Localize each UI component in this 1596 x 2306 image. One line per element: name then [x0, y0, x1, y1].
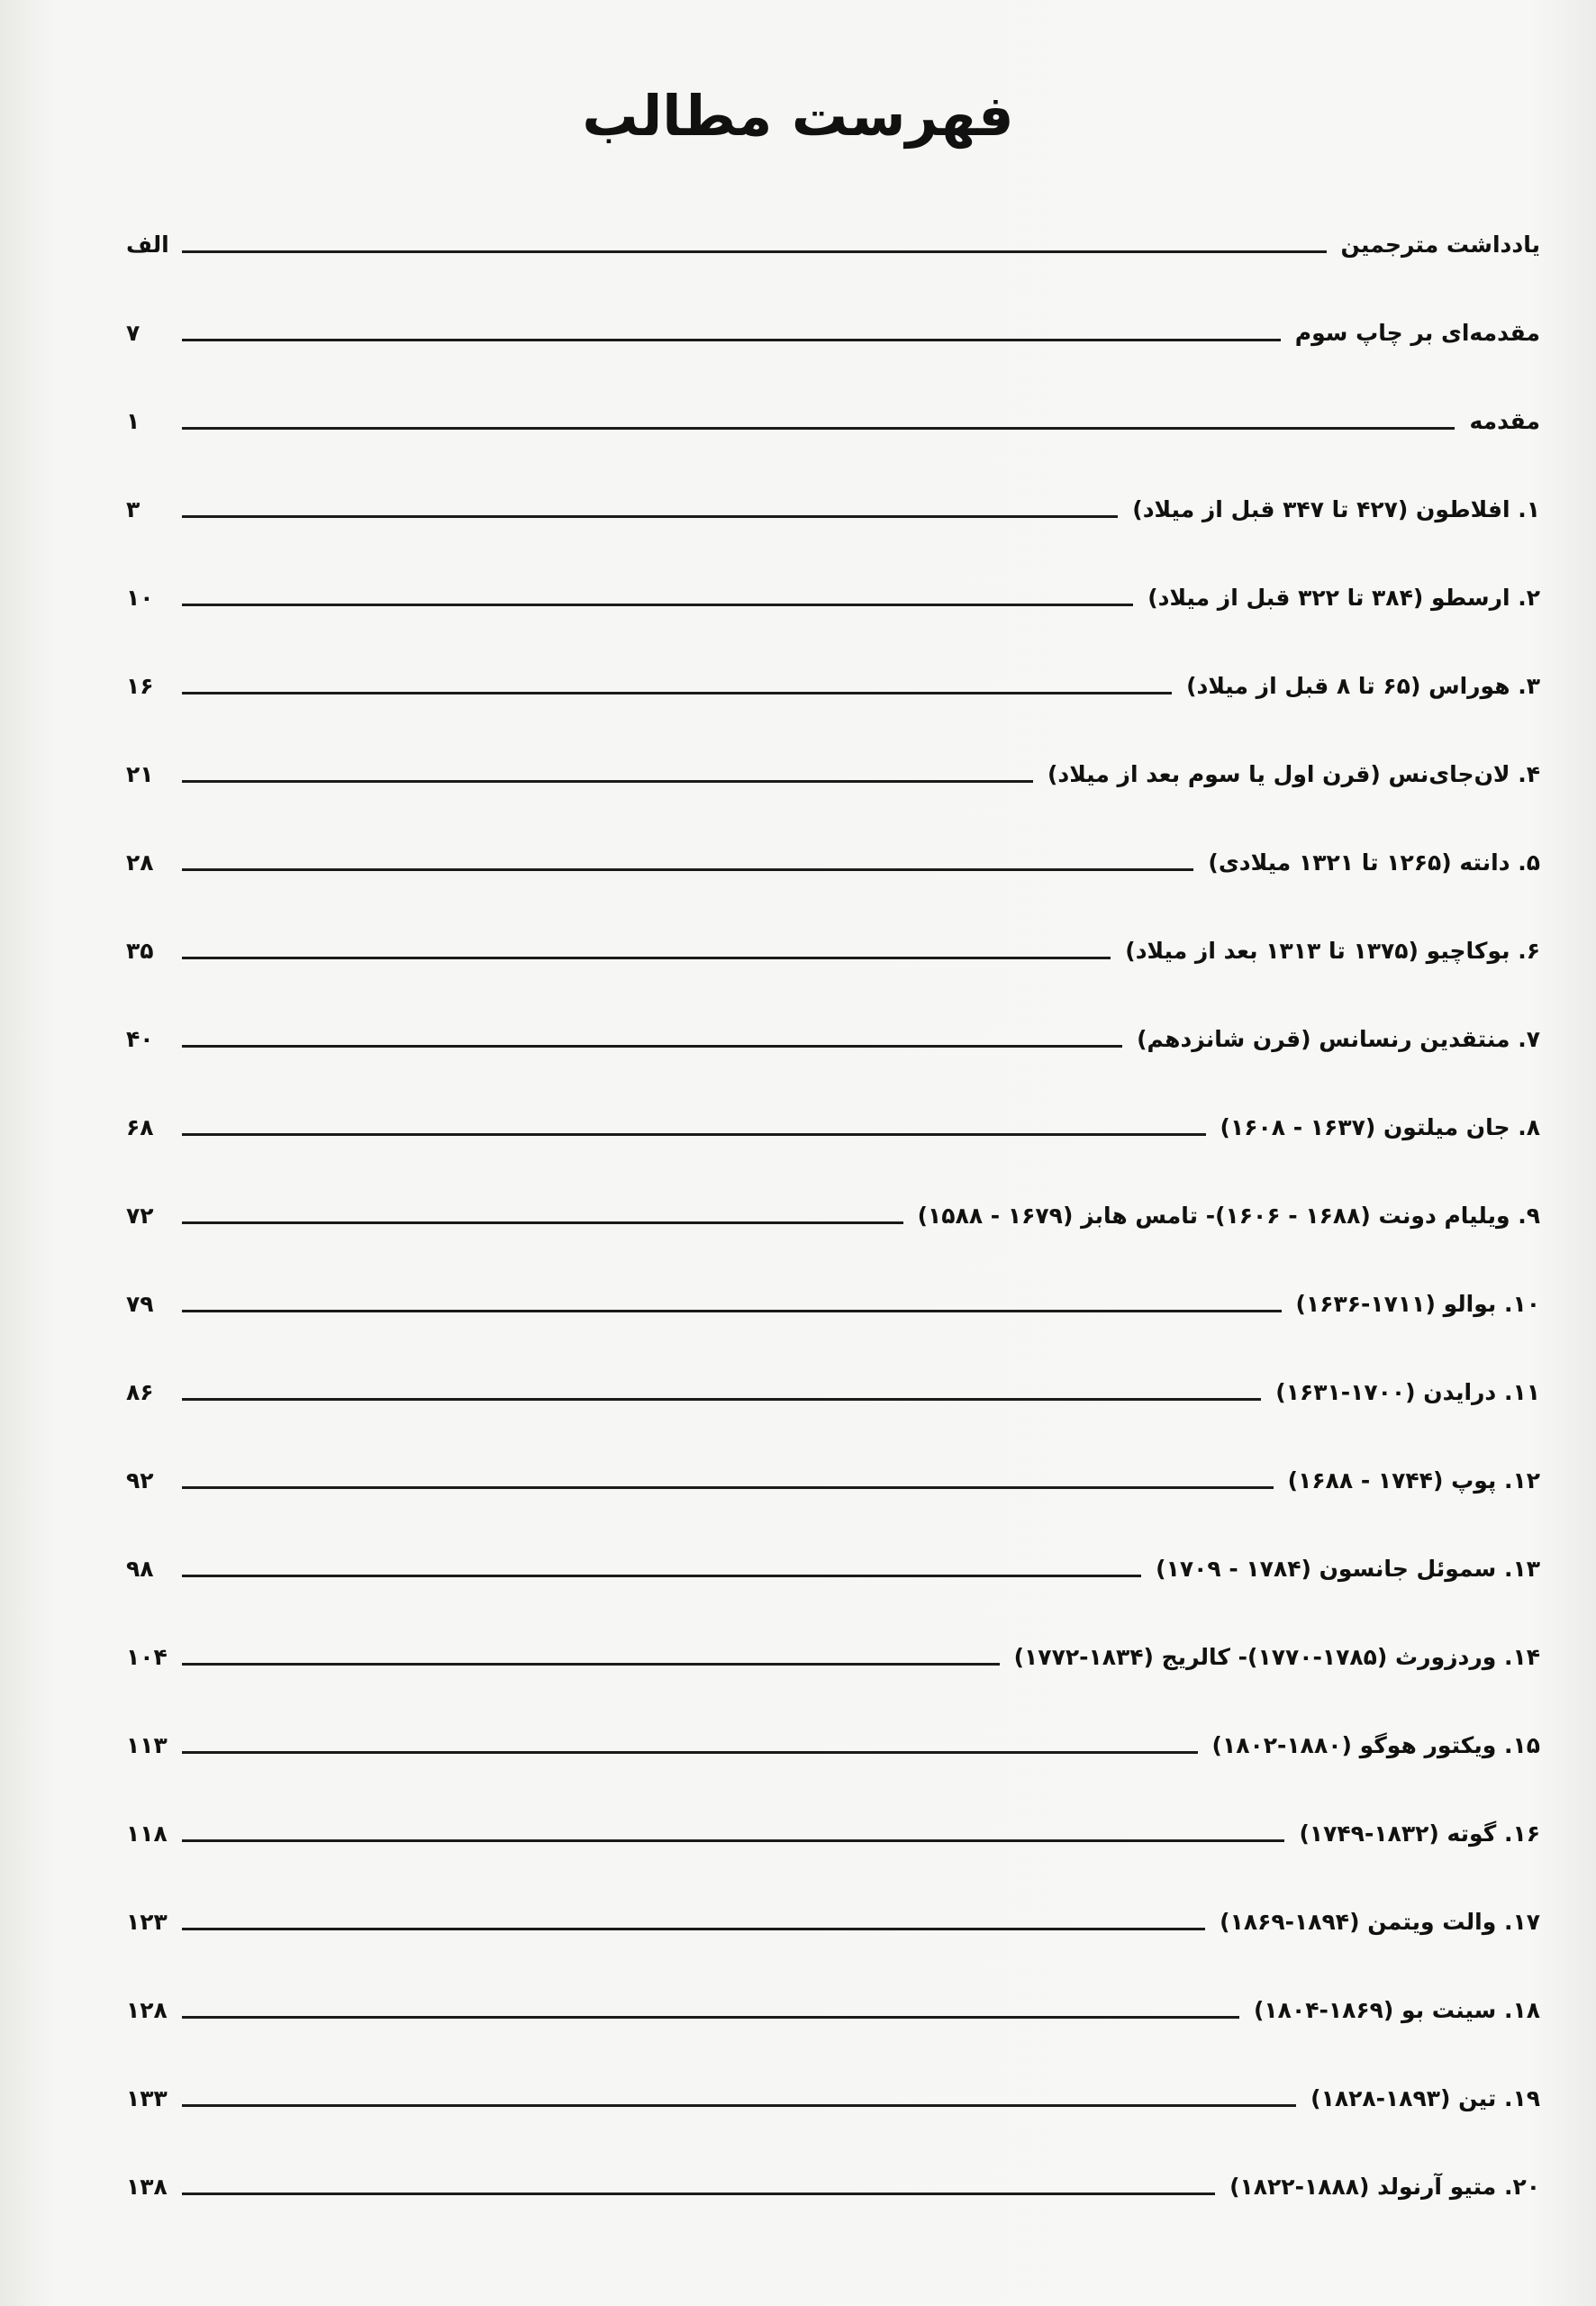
page-title: فهرست مطالب: [582, 83, 1014, 149]
toc-entry-label: ۱۷. والت ویتمن (۱۸۹۴-۱۸۶۹): [1220, 1908, 1540, 1935]
toc-page-number: ۸۶: [126, 1378, 154, 1405]
toc-entry-label: ۱۳. سموئل جانسون (۱۷۸۴ - ۱۷۰۹): [1156, 1555, 1540, 1582]
toc-entry-label: ۵. دانته (۱۲۶۵ تا ۱۳۲۱ میلادی): [1208, 849, 1540, 876]
toc-page-number: ۱۳۸: [126, 2173, 168, 2200]
toc-page-number: ۷: [126, 319, 141, 346]
toc-entry-10: [126, 1259, 1540, 1348]
toc-page-number: ۱۰۴: [126, 1643, 168, 1670]
toc-entry-label: ۱۸. سینت بو (۱۸۶۹-۱۸۰۴): [1253, 1996, 1540, 2023]
toc-entry-8: [126, 1083, 1540, 1171]
toc-entry-label: ۱۹. تین (۱۸۹۳-۱۸۲۸): [1310, 2084, 1540, 2111]
toc-entry-5: [126, 818, 1540, 906]
toc-page-number: ۱۲۳: [126, 1908, 168, 1935]
toc-entry-label: ۷. منتقدین رنسانس (قرن شانزدهم): [1137, 1025, 1540, 1052]
toc-leader-line: [182, 2193, 1215, 2195]
toc-page-number: ۲۸: [126, 849, 154, 876]
toc-leader-line: [182, 1133, 1206, 1136]
toc-entry-third-edition-preface: [126, 288, 1540, 377]
toc-page-number: ۱۳۳: [126, 2084, 168, 2111]
toc-page-number: ۹۲: [126, 1466, 154, 1493]
toc-page-number: ۱: [126, 407, 141, 434]
toc-entry-label: ۹. ویلیام دونت (۱۶۸۸ - ۱۶۰۶)- تامس هابز (۱۶۷۹ - ۱۵۸۸): [917, 1202, 1540, 1229]
toc-entry-label: ۲. ارسطو (۳۸۴ تا ۳۲۲ قبل از میلاد): [1147, 584, 1540, 611]
toc-entry-label: مقدمه: [1469, 407, 1540, 434]
toc-page-number: ۱۲۸: [126, 1996, 168, 2023]
toc-entry-20: [126, 2142, 1540, 2230]
toc-page-number: ۶۸: [126, 1113, 154, 1140]
toc-leader-line: [182, 339, 1281, 341]
toc-entry-label: ۲۰. متیو آرنولد (۱۸۸۸-۱۸۲۲): [1229, 2173, 1540, 2200]
toc-entry-2: [126, 553, 1540, 641]
toc-leader-line: [182, 692, 1172, 695]
toc-leader-line: [182, 1663, 1000, 1666]
toc-leader-line: [182, 1751, 1198, 1754]
toc-page-number: ۹۸: [126, 1555, 154, 1582]
toc-page-number: ۴۰: [126, 1025, 154, 1052]
table-of-contents: [126, 200, 1540, 2230]
toc-leader-line: [182, 868, 1193, 871]
toc-entry-7: [126, 994, 1540, 1083]
toc-leader-line: [182, 2016, 1239, 2019]
toc-entry-label: ۶. بوکاچیو (۱۳۷۵ تا ۱۳۱۳ بعد از میلاد): [1125, 937, 1540, 964]
toc-page-number: ۱۱۳: [126, 1731, 168, 1758]
toc-entry-label: ۱۱. درایدن (۱۷۰۰-۱۶۳۱): [1275, 1378, 1540, 1405]
toc-leader-line: [182, 1928, 1205, 1930]
toc-page-number: ۷۹: [126, 1290, 154, 1317]
toc-entry-translators-note: [126, 200, 1540, 288]
toc-entry-label: ۱. افلاطون (۴۲۷ تا ۳۴۷ قبل از میلاد): [1132, 495, 1540, 522]
toc-leader-line: [182, 957, 1111, 959]
toc-entry-label: ۱۶. گوته (۱۸۳۲-۱۷۴۹): [1299, 1820, 1540, 1847]
toc-entry-11: [126, 1348, 1540, 1436]
toc-leader-line: [182, 780, 1033, 783]
toc-entry-4: [126, 730, 1540, 818]
toc-page-number: ۷۲: [126, 1202, 154, 1229]
toc-leader-line: [182, 1839, 1284, 1842]
toc-entry-label: یادداشت مترجمین: [1340, 231, 1540, 258]
toc-entry-1: [126, 465, 1540, 553]
toc-page-number: ۱۶: [126, 672, 154, 699]
toc-page-number: ۳۵: [126, 937, 154, 964]
toc-entry-6: [126, 906, 1540, 994]
toc-leader-line: [182, 1486, 1274, 1489]
toc-leader-line: [182, 604, 1133, 606]
toc-entry-16: [126, 1789, 1540, 1877]
toc-entry-label: ۸. جان میلتون (۱۶۳۷ - ۱۶۰۸): [1220, 1113, 1540, 1140]
toc-entry-label: ۱۲. پوپ (۱۷۴۴ - ۱۶۸۸): [1287, 1466, 1540, 1493]
toc-leader-line: [182, 1398, 1261, 1401]
toc-entry-label: ۱۴. وردزورث (۱۷۸۵-۱۷۷۰)- کالریج (۱۸۳۴-۱۷۷۲): [1013, 1643, 1540, 1670]
toc-leader-line: [182, 1045, 1122, 1048]
toc-entry-19: [126, 2054, 1540, 2142]
toc-leader-line: [182, 250, 1327, 253]
toc-entry-3: [126, 641, 1540, 730]
toc-entry-12: [126, 1436, 1540, 1524]
toc-entry-label: ۱۰. بوالو (۱۷۱۱-۱۶۳۶): [1295, 1290, 1540, 1317]
toc-entry-15: [126, 1701, 1540, 1789]
toc-entry-label: ۱۵. ویکتور هوگو (۱۸۸۰-۱۸۰۲): [1211, 1731, 1540, 1758]
toc-leader-line: [182, 2104, 1296, 2107]
toc-leader-line: [182, 515, 1118, 518]
toc-entry-9: [126, 1171, 1540, 1259]
toc-leader-line: [182, 1221, 903, 1224]
toc-leader-line: [182, 1575, 1141, 1577]
toc-entry-introduction: [126, 377, 1540, 465]
toc-entry-label: مقدمه‌ای بر چاپ سوم: [1294, 319, 1540, 346]
toc-page-number: ۲۱: [126, 760, 154, 787]
toc-page-number: الف: [126, 231, 169, 258]
toc-page-number: ۱۰: [126, 584, 154, 611]
toc-page-number: ۱۱۸: [126, 1820, 168, 1847]
toc-entry-14: [126, 1612, 1540, 1701]
toc-leader-line: [182, 1310, 1282, 1312]
toc-entry-label: ۳. هوراس (۶۵ تا ۸ قبل از میلاد): [1186, 672, 1540, 699]
toc-entry-18: [126, 1966, 1540, 2054]
toc-entry-17: [126, 1877, 1540, 1966]
toc-entry-13: [126, 1524, 1540, 1612]
toc-page-number: ۳: [126, 495, 141, 522]
toc-leader-line: [182, 427, 1455, 430]
toc-entry-label: ۴. لان‌جای‌نس (قرن اول یا سوم بعد از میلاد): [1047, 760, 1540, 787]
